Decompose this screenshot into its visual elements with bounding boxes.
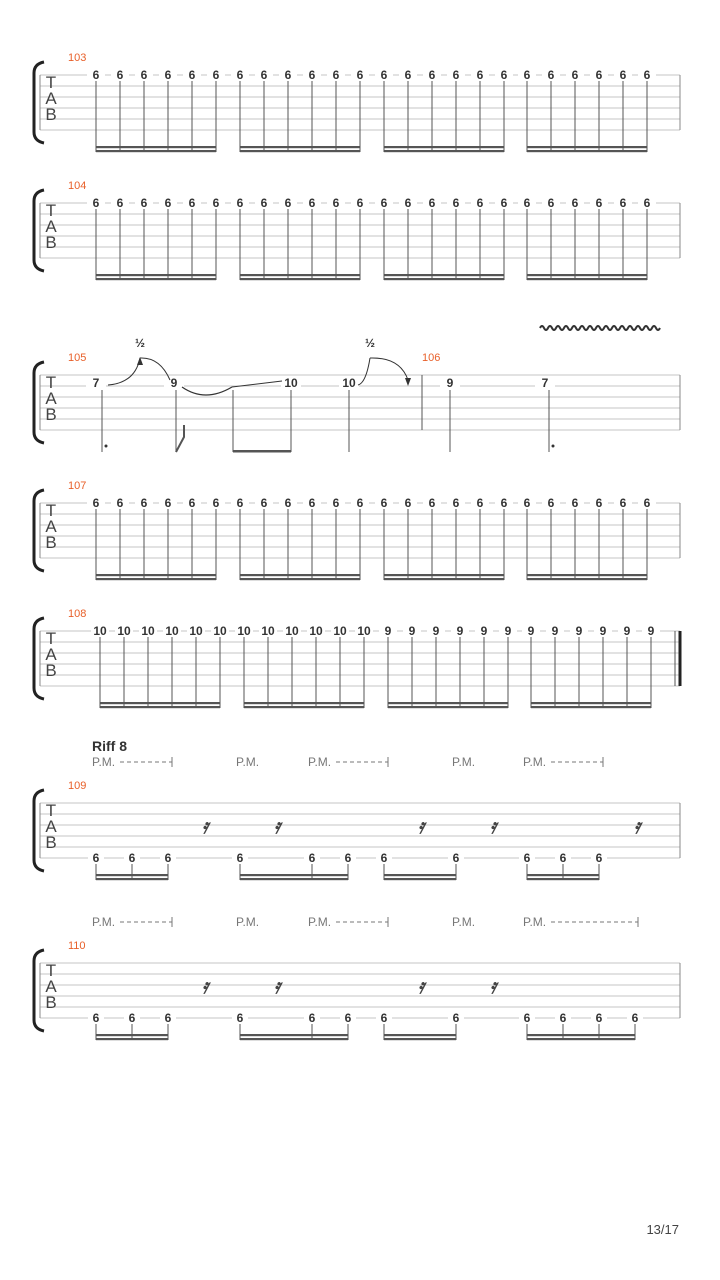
fret-number: 6 xyxy=(500,496,508,510)
fret-number: 6 xyxy=(452,1011,460,1025)
fret-number: 6 xyxy=(643,68,651,82)
fret-number: 9 xyxy=(170,376,178,390)
fret-number: 7 xyxy=(541,376,549,390)
fret-number: 6 xyxy=(236,196,244,210)
fret-number: 6 xyxy=(236,68,244,82)
beam xyxy=(96,278,216,280)
fret-number: 10 xyxy=(285,624,299,638)
tie xyxy=(182,387,232,395)
beam xyxy=(384,874,456,876)
fret-number: 6 xyxy=(380,496,388,510)
system-bracket xyxy=(34,790,44,871)
fret-number: 6 xyxy=(260,196,268,210)
fret-number: 6 xyxy=(308,68,316,82)
beam xyxy=(384,878,456,880)
beam xyxy=(240,1038,348,1040)
system-bracket xyxy=(34,362,44,443)
dot xyxy=(552,445,555,448)
fret-number: 10 xyxy=(165,624,179,638)
fret-number: 9 xyxy=(384,624,392,638)
palm-mute-marker: P.M. xyxy=(92,915,116,929)
palm-mute-marker: P.M. xyxy=(308,915,332,929)
fret-number: 10 xyxy=(333,624,347,638)
fret-number: 6 xyxy=(523,196,531,210)
measure-number: 106 xyxy=(422,352,441,364)
system-bracket xyxy=(34,618,44,699)
sixteenth-rest: 𝄿 xyxy=(201,816,209,838)
fret-number: 6 xyxy=(284,496,292,510)
fret-number: 6 xyxy=(547,68,555,82)
tab-clef-letter: B xyxy=(45,105,57,124)
fret-number: 6 xyxy=(595,68,603,82)
fret-number: 6 xyxy=(164,1011,172,1025)
fret-number: 6 xyxy=(595,851,603,865)
beam xyxy=(384,1034,456,1036)
sixteenth-rest: 𝄿 xyxy=(273,816,281,838)
beam xyxy=(96,146,216,148)
fret-number: 6 xyxy=(140,68,148,82)
measure-number: 103 xyxy=(68,52,87,64)
fret-number: 9 xyxy=(599,624,607,638)
tab-staff-5 xyxy=(34,738,680,880)
fret-number: 6 xyxy=(452,68,460,82)
sixteenth-rest: 𝄿 xyxy=(489,976,497,998)
beam xyxy=(96,874,168,876)
fret-number: 6 xyxy=(128,1011,136,1025)
beam xyxy=(531,706,651,708)
palm-mute-marker: P.M. xyxy=(452,755,476,769)
sixteenth-rest: 𝄿 xyxy=(273,976,281,998)
beam xyxy=(96,878,168,880)
beam xyxy=(531,702,651,704)
fret-number: 10 xyxy=(93,624,107,638)
fret-number: 6 xyxy=(308,851,316,865)
fret-number: 6 xyxy=(92,1011,100,1025)
fret-number: 6 xyxy=(284,68,292,82)
fret-number: 6 xyxy=(500,196,508,210)
palm-mute-marker: P.M. xyxy=(236,915,260,929)
tab-clef-letter: B xyxy=(45,833,57,852)
vibrato xyxy=(540,326,660,330)
beam xyxy=(384,574,504,576)
fret-number: 9 xyxy=(456,624,464,638)
fret-number: 6 xyxy=(116,68,124,82)
sixteenth-rest: 𝄿 xyxy=(417,816,425,838)
fret-number: 9 xyxy=(527,624,535,638)
fret-number: 6 xyxy=(404,496,412,510)
fret-number: 6 xyxy=(344,1011,352,1025)
sixteenth-rest: 𝄿 xyxy=(201,976,209,998)
dot xyxy=(105,445,108,448)
tab-staff-3 xyxy=(34,480,680,580)
fret-number: 6 xyxy=(164,68,172,82)
tab-clef-letter: A xyxy=(45,389,57,408)
fret-number: 9 xyxy=(504,624,512,638)
fret-number: 6 xyxy=(595,496,603,510)
palm-mute-marker: P.M. xyxy=(308,755,332,769)
fret-number: 10 xyxy=(237,624,251,638)
fret-number: 6 xyxy=(212,196,220,210)
measure-number: 107 xyxy=(68,480,87,492)
beam xyxy=(527,278,647,280)
fret-number: 6 xyxy=(128,851,136,865)
fret-number: 6 xyxy=(380,196,388,210)
fret-number: 6 xyxy=(571,196,579,210)
beam xyxy=(527,878,599,880)
fret-number: 6 xyxy=(92,196,100,210)
fret-number: 6 xyxy=(428,196,436,210)
beam xyxy=(100,706,220,708)
fret-number: 6 xyxy=(476,196,484,210)
fret-number: 6 xyxy=(92,851,100,865)
beam xyxy=(527,574,647,576)
fret-number: 10 xyxy=(117,624,131,638)
page-number: 13/17 xyxy=(646,1222,679,1237)
fret-number: 6 xyxy=(356,68,364,82)
fret-number: 6 xyxy=(188,496,196,510)
fret-number: 6 xyxy=(356,496,364,510)
fret-number: 6 xyxy=(631,1011,639,1025)
beam xyxy=(96,274,216,276)
fret-number: 6 xyxy=(380,851,388,865)
fret-number: 6 xyxy=(212,496,220,510)
beam xyxy=(240,874,348,876)
fret-number: 6 xyxy=(116,496,124,510)
tab-staff-0 xyxy=(34,52,680,152)
beam xyxy=(240,578,360,580)
bend-amount: ½ xyxy=(134,336,146,350)
fret-number: 6 xyxy=(547,196,555,210)
tab-clef-letter: T xyxy=(45,961,57,980)
beam xyxy=(96,1034,168,1036)
fret-number: 10 xyxy=(357,624,371,638)
beam xyxy=(240,1034,348,1036)
fret-number: 6 xyxy=(308,496,316,510)
beam xyxy=(96,574,216,576)
fret-number: 10 xyxy=(284,376,298,390)
fret-number: 10 xyxy=(261,624,275,638)
fret-number: 6 xyxy=(308,1011,316,1025)
fret-number: 10 xyxy=(141,624,155,638)
tab-clef-letter: T xyxy=(45,201,57,220)
beam xyxy=(384,578,504,580)
fret-number: 6 xyxy=(428,496,436,510)
tab-clef-letter: T xyxy=(45,373,57,392)
measure-number: 104 xyxy=(68,180,87,192)
fret-number: 6 xyxy=(619,68,627,82)
beam xyxy=(527,578,647,580)
fret-number: 9 xyxy=(551,624,559,638)
fret-number: 6 xyxy=(380,68,388,82)
beam xyxy=(527,874,599,876)
tab-staff-1 xyxy=(34,180,680,280)
fret-number: 10 xyxy=(189,624,203,638)
fret-number: 6 xyxy=(164,196,172,210)
beam xyxy=(384,1038,456,1040)
bend-curve xyxy=(108,358,140,385)
fret-number: 10 xyxy=(342,376,356,390)
fret-number: 6 xyxy=(188,68,196,82)
tab-clef-letter: B xyxy=(45,233,57,252)
palm-mute-marker: P.M. xyxy=(523,915,547,929)
beam xyxy=(384,150,504,152)
system-bracket xyxy=(34,190,44,271)
tab-clef-letter: B xyxy=(45,993,57,1012)
beam xyxy=(527,1038,635,1040)
palm-mute-marker: P.M. xyxy=(92,755,116,769)
bend-curve xyxy=(358,358,370,385)
fret-number: 9 xyxy=(623,624,631,638)
palm-mute-marker: P.M. xyxy=(236,755,260,769)
fret-number: 10 xyxy=(309,624,323,638)
beam xyxy=(388,706,508,708)
tab-clef-letter: A xyxy=(45,977,57,996)
tab-staff-4 xyxy=(34,608,680,708)
fret-number: 6 xyxy=(595,1011,603,1025)
beam xyxy=(384,274,504,276)
measure-number: 105 xyxy=(68,352,87,364)
fret-number: 9 xyxy=(446,376,454,390)
fret-number: 6 xyxy=(140,196,148,210)
fret-number: 10 xyxy=(213,624,227,638)
bend-arrow xyxy=(405,378,411,386)
fret-number: 9 xyxy=(575,624,583,638)
fret-number: 6 xyxy=(428,68,436,82)
fret-number: 9 xyxy=(432,624,440,638)
fret-number: 6 xyxy=(92,496,100,510)
beam xyxy=(527,1034,635,1036)
fret-number: 6 xyxy=(523,68,531,82)
beam xyxy=(240,146,360,148)
bend-amount: ½ xyxy=(364,336,376,350)
fret-number: 6 xyxy=(260,496,268,510)
beam xyxy=(240,150,360,152)
fret-number: 9 xyxy=(408,624,416,638)
fret-number: 6 xyxy=(332,196,340,210)
fret-number: 6 xyxy=(116,196,124,210)
tab-clef-letter: T xyxy=(45,801,57,820)
beam xyxy=(527,146,647,148)
fret-number: 6 xyxy=(643,196,651,210)
fret-number: 6 xyxy=(476,68,484,82)
beam xyxy=(96,1038,168,1040)
fret-number: 6 xyxy=(559,851,567,865)
sixteenth-rest: 𝄿 xyxy=(633,816,641,838)
fret-number: 6 xyxy=(571,496,579,510)
fret-number: 6 xyxy=(523,851,531,865)
fret-number: 6 xyxy=(260,68,268,82)
tab-clef-letter: T xyxy=(45,73,57,92)
palm-mute-marker: P.M. xyxy=(452,915,476,929)
fret-number: 6 xyxy=(523,496,531,510)
fret-number: 6 xyxy=(344,851,352,865)
fret-number: 6 xyxy=(284,196,292,210)
tab-clef-letter: A xyxy=(45,817,57,836)
beam xyxy=(233,450,291,453)
fret-number: 6 xyxy=(356,196,364,210)
fret-number: 6 xyxy=(164,851,172,865)
fret-number: 6 xyxy=(332,496,340,510)
bend-release-curve xyxy=(370,358,408,380)
beam xyxy=(388,702,508,704)
tab-clef-letter: T xyxy=(45,501,57,520)
fret-number: 7 xyxy=(92,376,100,390)
fret-number: 6 xyxy=(523,1011,531,1025)
beam xyxy=(240,278,360,280)
tab-clef-letter: B xyxy=(45,405,57,424)
sixteenth-rest: 𝄿 xyxy=(489,816,497,838)
fret-number: 6 xyxy=(500,68,508,82)
fret-number: 6 xyxy=(571,68,579,82)
section-label: Riff 8 xyxy=(92,738,127,754)
beam xyxy=(96,578,216,580)
fret-number: 6 xyxy=(164,496,172,510)
fret-number: 6 xyxy=(236,496,244,510)
tab-staff-6 xyxy=(34,915,680,1040)
measure-number: 108 xyxy=(68,608,87,620)
fret-number: 6 xyxy=(404,68,412,82)
fret-number: 6 xyxy=(547,496,555,510)
fret-number: 6 xyxy=(452,496,460,510)
fret-number: 6 xyxy=(452,851,460,865)
fret-number: 6 xyxy=(92,68,100,82)
fret-number: 6 xyxy=(332,68,340,82)
tab-clef-letter: A xyxy=(45,645,57,664)
fret-number: 6 xyxy=(380,1011,388,1025)
beam xyxy=(240,574,360,576)
system-bracket xyxy=(34,490,44,571)
tab-clef-letter: A xyxy=(45,517,57,536)
tab-clef-letter: A xyxy=(45,89,57,108)
sixteenth-rest: 𝄿 xyxy=(417,976,425,998)
beam xyxy=(384,278,504,280)
fret-number: 6 xyxy=(476,496,484,510)
tab-clef-letter: T xyxy=(45,629,57,648)
fret-number: 6 xyxy=(619,496,627,510)
fret-number: 6 xyxy=(236,851,244,865)
beam xyxy=(244,702,364,704)
fret-number: 6 xyxy=(559,1011,567,1025)
fret-number: 9 xyxy=(647,624,655,638)
beam xyxy=(240,274,360,276)
fret-number: 6 xyxy=(452,196,460,210)
flag xyxy=(176,425,184,452)
tab-clef-letter: B xyxy=(45,533,57,552)
fret-number: 6 xyxy=(140,496,148,510)
beam xyxy=(96,150,216,152)
fret-number: 6 xyxy=(308,196,316,210)
fret-number: 6 xyxy=(619,196,627,210)
beam xyxy=(244,706,364,708)
fret-number: 6 xyxy=(643,496,651,510)
beam xyxy=(100,702,220,704)
fret-number: 6 xyxy=(188,196,196,210)
measure-number: 109 xyxy=(68,780,87,792)
tab-clef-letter: A xyxy=(45,217,57,236)
measure-number: 110 xyxy=(68,940,86,952)
system-bracket xyxy=(34,62,44,143)
fret-number: 6 xyxy=(236,1011,244,1025)
fret-number: 9 xyxy=(480,624,488,638)
system-bracket xyxy=(34,950,44,1031)
beam xyxy=(240,878,348,880)
fret-number: 6 xyxy=(595,196,603,210)
beam xyxy=(527,274,647,276)
beam xyxy=(527,150,647,152)
tab-clef-letter: B xyxy=(45,661,57,680)
tab-staff-2 xyxy=(34,326,680,453)
fret-number: 6 xyxy=(212,68,220,82)
fret-number: 6 xyxy=(404,196,412,210)
beam xyxy=(384,146,504,148)
palm-mute-marker: P.M. xyxy=(523,755,547,769)
